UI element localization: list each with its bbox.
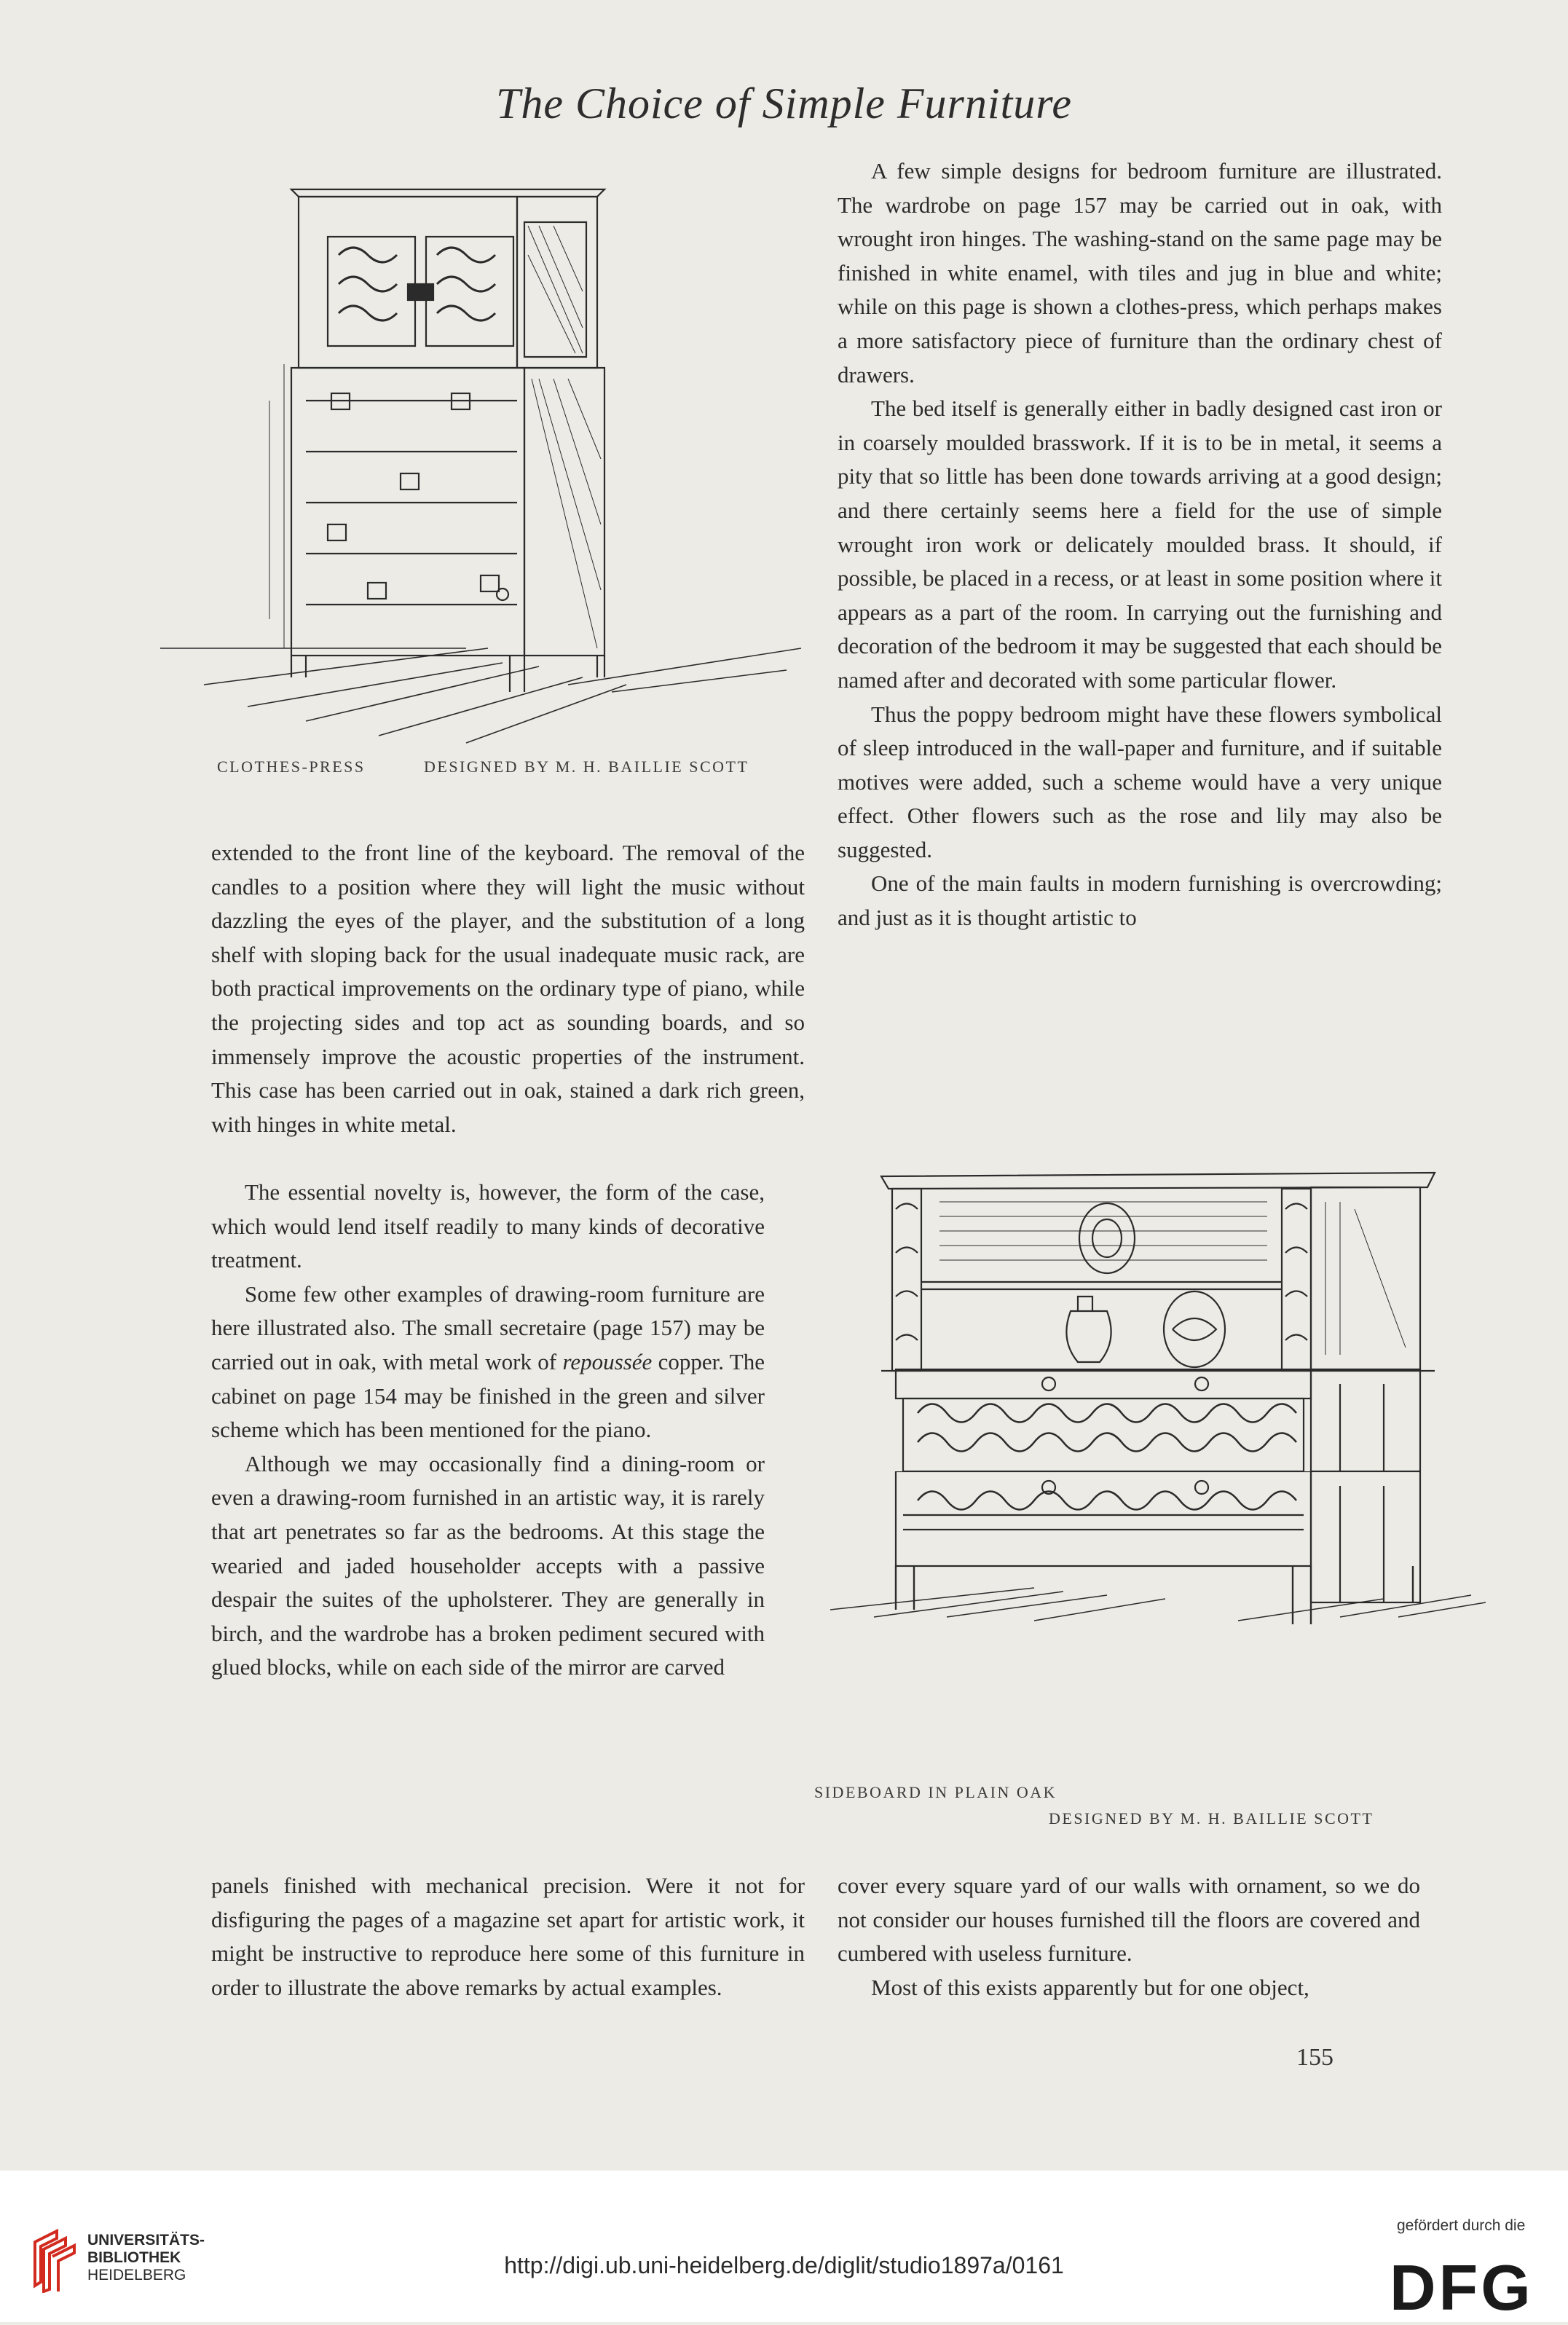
right-paragraph-4-continued: cover every square yard of our walls with ornament, so we do not consider our houses furnished till the floors are covered and cumbered with useless furniture. bbox=[838, 1873, 1420, 1967]
university-library-name: UNIVERSITÄTS- BIBLIOTHEK HEIDELBERG bbox=[87, 2232, 205, 2283]
right-paragraph-3: Thus the poppy bedroom might have these flowers symbolical of sleep introduced in the wall-paper and furniture, and if suitable motives were added, such a scheme would have a very unique effect. Other flowers such as the rose and lily may also be suggested. bbox=[838, 701, 1442, 862]
left-column-tail bbox=[211, 1869, 805, 2005]
source-url-link[interactable]: http://digi.ub.uni-heidelberg.de/diglit/studio1897a/0161 bbox=[504, 2252, 1064, 2278]
left-column-top bbox=[211, 836, 805, 1141]
sideboard-base-illustration bbox=[830, 1471, 1486, 1624]
right-column-bottom bbox=[838, 1869, 1420, 2005]
right-column-top bbox=[838, 154, 1442, 935]
funding-label: gefördert durch die bbox=[1397, 2217, 1526, 2234]
figure1-caption-left: CLOTHES-PRESS bbox=[217, 758, 366, 776]
right-paragraph-5: Most of this exists apparently but for one object, bbox=[871, 1974, 1309, 2000]
sideboard-illustration bbox=[830, 1165, 1486, 1471]
right-paragraph-2: The bed itself is generally either in badly designed cast iron or in coarsely moulded brasswork. If it is to be in metal, it seems a pity that so little has been done towards arriving at a good design; and there certainly seems here a field for the use of simple wrought iron work or delicately moulded brass. It should, if possible, be placed in a recess, or at least in some position where it appears as a part of the room. In carrying out the furnishing and decoration of the bedroom it may be suggested that each should be named after and decorated with some particular flower. bbox=[838, 396, 1442, 693]
clothes-press-illustration bbox=[160, 182, 801, 750]
footer-bar bbox=[0, 2171, 1568, 2322]
left-column-bottom bbox=[211, 1176, 765, 1685]
left-paragraph-2: The essential novelty is, however, the form of the case, which would lend itself readily to many kinds of decorative treatment. bbox=[211, 1179, 765, 1273]
running-head: The Choice of Simple Furniture bbox=[495, 79, 1072, 127]
left-paragraph-4: Although we may occasionally find a dining-room or even a drawing-room furnished in an artistic way, it is rarely that art penetrates so far as the bedrooms. At this stage the wearied and jaded householder accepts with a passive despair the suites of the upholsterer. They are generally in birch, and the wardrobe has a broken pediment secured with glued blocks, while on each side of the mirror are carved bbox=[211, 1450, 765, 1680]
left-paragraph-1: extended to the front line of the keyboard. The removal of the candles to a position where they will light the music without dazzling the eyes of the player, and the substitution of a long shelf with sloping back for the usual inadequate music rack, are both practical improvements on the ordinary type of piano, while the projecting sides and top act as sounding boards, and so immensely improve the acoustic properties of the instrument. This case has been carried out in oak, stained a dark rich green, with hinges in white metal. bbox=[211, 840, 805, 1137]
right-paragraph-4: One of the main faults in modern furnishing is overcrowding; and just as it is thought artistic to bbox=[838, 870, 1442, 931]
figure2-caption-line1: SIDEBOARD IN PLAIN OAK bbox=[814, 1783, 1057, 1801]
page-number: 155 bbox=[1296, 2044, 1333, 2071]
right-paragraph-1: A few simple designs for bedroom furniture are illustrated. The wardrobe on page 157 may be carried out in oak, with wrought iron hinges. The washing-stand on the same page may be finished in white enamel, with tiles and jug in blue and white; while on this page is shown a clothes-press, which perhaps makes a more satisfactory piece of furniture than the ordinary chest of drawers. bbox=[838, 158, 1442, 388]
dfg-logo: DFG bbox=[1390, 2251, 1534, 2324]
left-paragraph-4-tail: panels finished with mechanical precision. Were it not for disfiguring the pages of a magazine set apart for artistic work, it might be instructive to reproduce here some of this furniture in order to illustrate the above remarks by actual examples. bbox=[211, 1873, 805, 2000]
left-paragraph-3: Some few other examples of drawing-room furniture are here illustrated also. The small secretaire (page 157) may be carried out in oak, with metal work of repoussée copper. The cabinet on page 154 may be finished in the green and silver scheme which has been mentioned for the piano. bbox=[211, 1280, 765, 1443]
figure1-caption-right: DESIGNED BY M. H. BAILLIE SCOTT bbox=[424, 758, 749, 776]
figure2-caption-line2: DESIGNED BY M. H. BAILLIE SCOTT bbox=[1049, 1809, 1374, 1828]
